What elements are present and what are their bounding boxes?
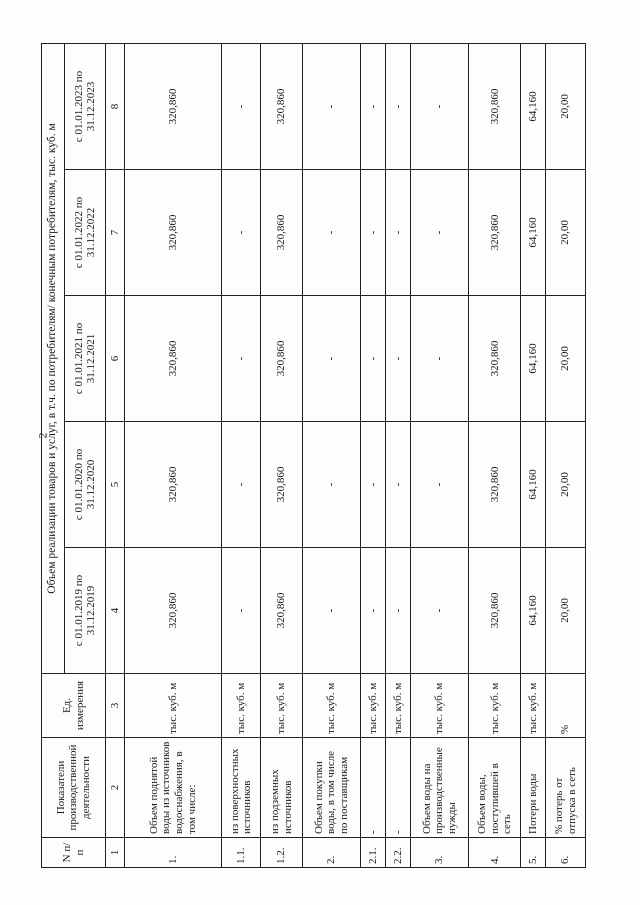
value-cell: 64,160 — [521, 422, 546, 548]
header-period-2022: с 01.01.2022 по 31.12.2022 — [64, 170, 106, 296]
unit-cell: тыс. куб. м — [221, 674, 261, 738]
table-row — [221, 43, 261, 867]
indicator-name: % потерь от отпуска в сеть — [546, 738, 586, 838]
header-n: N п/п — [42, 838, 106, 868]
column-number: 5 — [106, 422, 125, 548]
value-cell: 20,00 — [546, 422, 586, 548]
row-number: 1.2. — [261, 838, 303, 868]
value-cell: 20,00 — [546, 548, 586, 674]
indicator-name: из поверхностных источников — [221, 738, 261, 838]
value-cell: 320,860 — [125, 170, 222, 296]
indicator-name: Потери воды — [521, 738, 546, 838]
row-number: 6. — [546, 838, 586, 868]
header-row-1 — [42, 43, 65, 867]
value-cell: - — [386, 422, 411, 548]
row-number: 1. — [125, 838, 222, 868]
header-period-2019: с 01.01.2019 по 31.12.2019 — [64, 548, 106, 674]
indicator-name: - — [361, 738, 386, 838]
header-indicator: Показатели производственной деятельности — [42, 738, 106, 838]
row-number: 1.1. — [221, 838, 261, 868]
unit-cell: тыс. куб. м — [386, 674, 411, 738]
header-unit: Ед. измерения — [42, 674, 106, 738]
unit-cell: тыс. куб. м — [261, 674, 303, 738]
page-number: 2 — [35, 432, 50, 439]
indicator-name: Объем воды на производственные нужды — [411, 738, 469, 838]
value-cell: 320,860 — [261, 43, 303, 169]
value-cell: - — [303, 43, 361, 169]
table-row — [469, 43, 521, 867]
value-cell: - — [411, 170, 469, 296]
column-number: 4 — [106, 548, 125, 674]
value-cell: - — [221, 422, 261, 548]
row-number: 2.2. — [386, 838, 411, 868]
row-number: 4. — [469, 838, 521, 868]
indicators-table — [41, 43, 586, 868]
column-number: 3 — [106, 674, 125, 738]
indicator-name: из подземных источников — [261, 738, 303, 838]
column-number-row — [106, 43, 125, 867]
unit-cell: тыс. куб. м — [521, 674, 546, 738]
indicator-name: Объем поднятой воды из источников водоснабжения, в том числе: — [125, 738, 222, 838]
unit-cell: тыс. куб. м — [411, 674, 469, 738]
indicator-name: Объем покупки воды, в том числе по поставщикам — [303, 738, 361, 838]
value-cell: 320,860 — [469, 170, 521, 296]
value-cell: - — [361, 548, 386, 674]
value-cell: - — [221, 296, 261, 422]
unit-cell: % — [546, 674, 586, 738]
value-cell: - — [361, 296, 386, 422]
value-cell: 20,00 — [546, 170, 586, 296]
value-cell: - — [411, 296, 469, 422]
column-number: 8 — [106, 43, 125, 169]
value-cell: - — [361, 170, 386, 296]
unit-cell: тыс. куб. м — [125, 674, 222, 738]
table-row — [411, 43, 469, 867]
row-number: 5. — [521, 838, 546, 868]
indicator-name: - — [386, 738, 411, 838]
table-row — [546, 43, 586, 867]
header-period-2021: с 01.01.2021 по 31.12.2021 — [64, 296, 106, 422]
value-cell: - — [221, 548, 261, 674]
table-row — [303, 43, 361, 867]
value-cell: 320,860 — [261, 296, 303, 422]
value-cell: 320,860 — [125, 43, 222, 169]
rotated-table-wrapper — [41, 44, 586, 868]
value-cell: - — [386, 296, 411, 422]
unit-cell: тыс. куб. м — [303, 674, 361, 738]
value-cell: 20,00 — [546, 296, 586, 422]
value-cell: 64,160 — [521, 43, 546, 169]
table-row — [261, 43, 303, 867]
value-cell: - — [386, 43, 411, 169]
value-cell: - — [221, 43, 261, 169]
column-number: 7 — [106, 170, 125, 296]
value-cell: 320,860 — [125, 296, 222, 422]
value-cell: 320,860 — [469, 548, 521, 674]
value-cell: - — [411, 548, 469, 674]
table-row — [361, 43, 386, 867]
value-cell: 320,860 — [469, 43, 521, 169]
value-cell: 64,160 — [521, 548, 546, 674]
value-cell: - — [303, 548, 361, 674]
value-cell: 320,860 — [261, 422, 303, 548]
row-number: 2.1. — [361, 838, 386, 868]
value-cell: - — [361, 43, 386, 169]
table-row — [521, 43, 546, 867]
table-row — [386, 43, 411, 867]
unit-cell: тыс. куб. м — [469, 674, 521, 738]
header-period-2023: с 01.01.2023 по 31.12.2023 — [64, 43, 106, 169]
value-cell: 64,160 — [521, 170, 546, 296]
value-cell: 320,860 — [469, 296, 521, 422]
value-cell: - — [303, 296, 361, 422]
value-cell: 320,860 — [261, 548, 303, 674]
value-cell: 320,860 — [125, 422, 222, 548]
value-cell: 64,160 — [521, 296, 546, 422]
value-cell: - — [221, 170, 261, 296]
value-cell: - — [411, 43, 469, 169]
value-cell: - — [386, 170, 411, 296]
value-cell: 320,860 — [261, 170, 303, 296]
row-number: 3. — [411, 838, 469, 868]
indicator-name: Объем воды, поступившей в сеть — [469, 738, 521, 838]
value-cell: - — [303, 170, 361, 296]
value-cell: 20,00 — [546, 43, 586, 169]
row-number: 2. — [303, 838, 361, 868]
value-cell: - — [361, 422, 386, 548]
header-period-2020: с 01.01.2020 по 31.12.2020 — [64, 422, 106, 548]
column-number: 2 — [106, 738, 125, 838]
column-number: 1 — [106, 838, 125, 868]
header-sales-volume: Объем реализации товаров и услуг, в т.ч. по потребителям/ конечным потребителям, тыс. куб. м — [42, 43, 65, 673]
value-cell: - — [386, 548, 411, 674]
value-cell: 320,860 — [125, 548, 222, 674]
value-cell: 320,860 — [469, 422, 521, 548]
unit-cell: тыс. куб. м — [361, 674, 386, 738]
value-cell: - — [303, 422, 361, 548]
column-number: 6 — [106, 296, 125, 422]
table-row — [125, 43, 222, 867]
value-cell: - — [411, 422, 469, 548]
